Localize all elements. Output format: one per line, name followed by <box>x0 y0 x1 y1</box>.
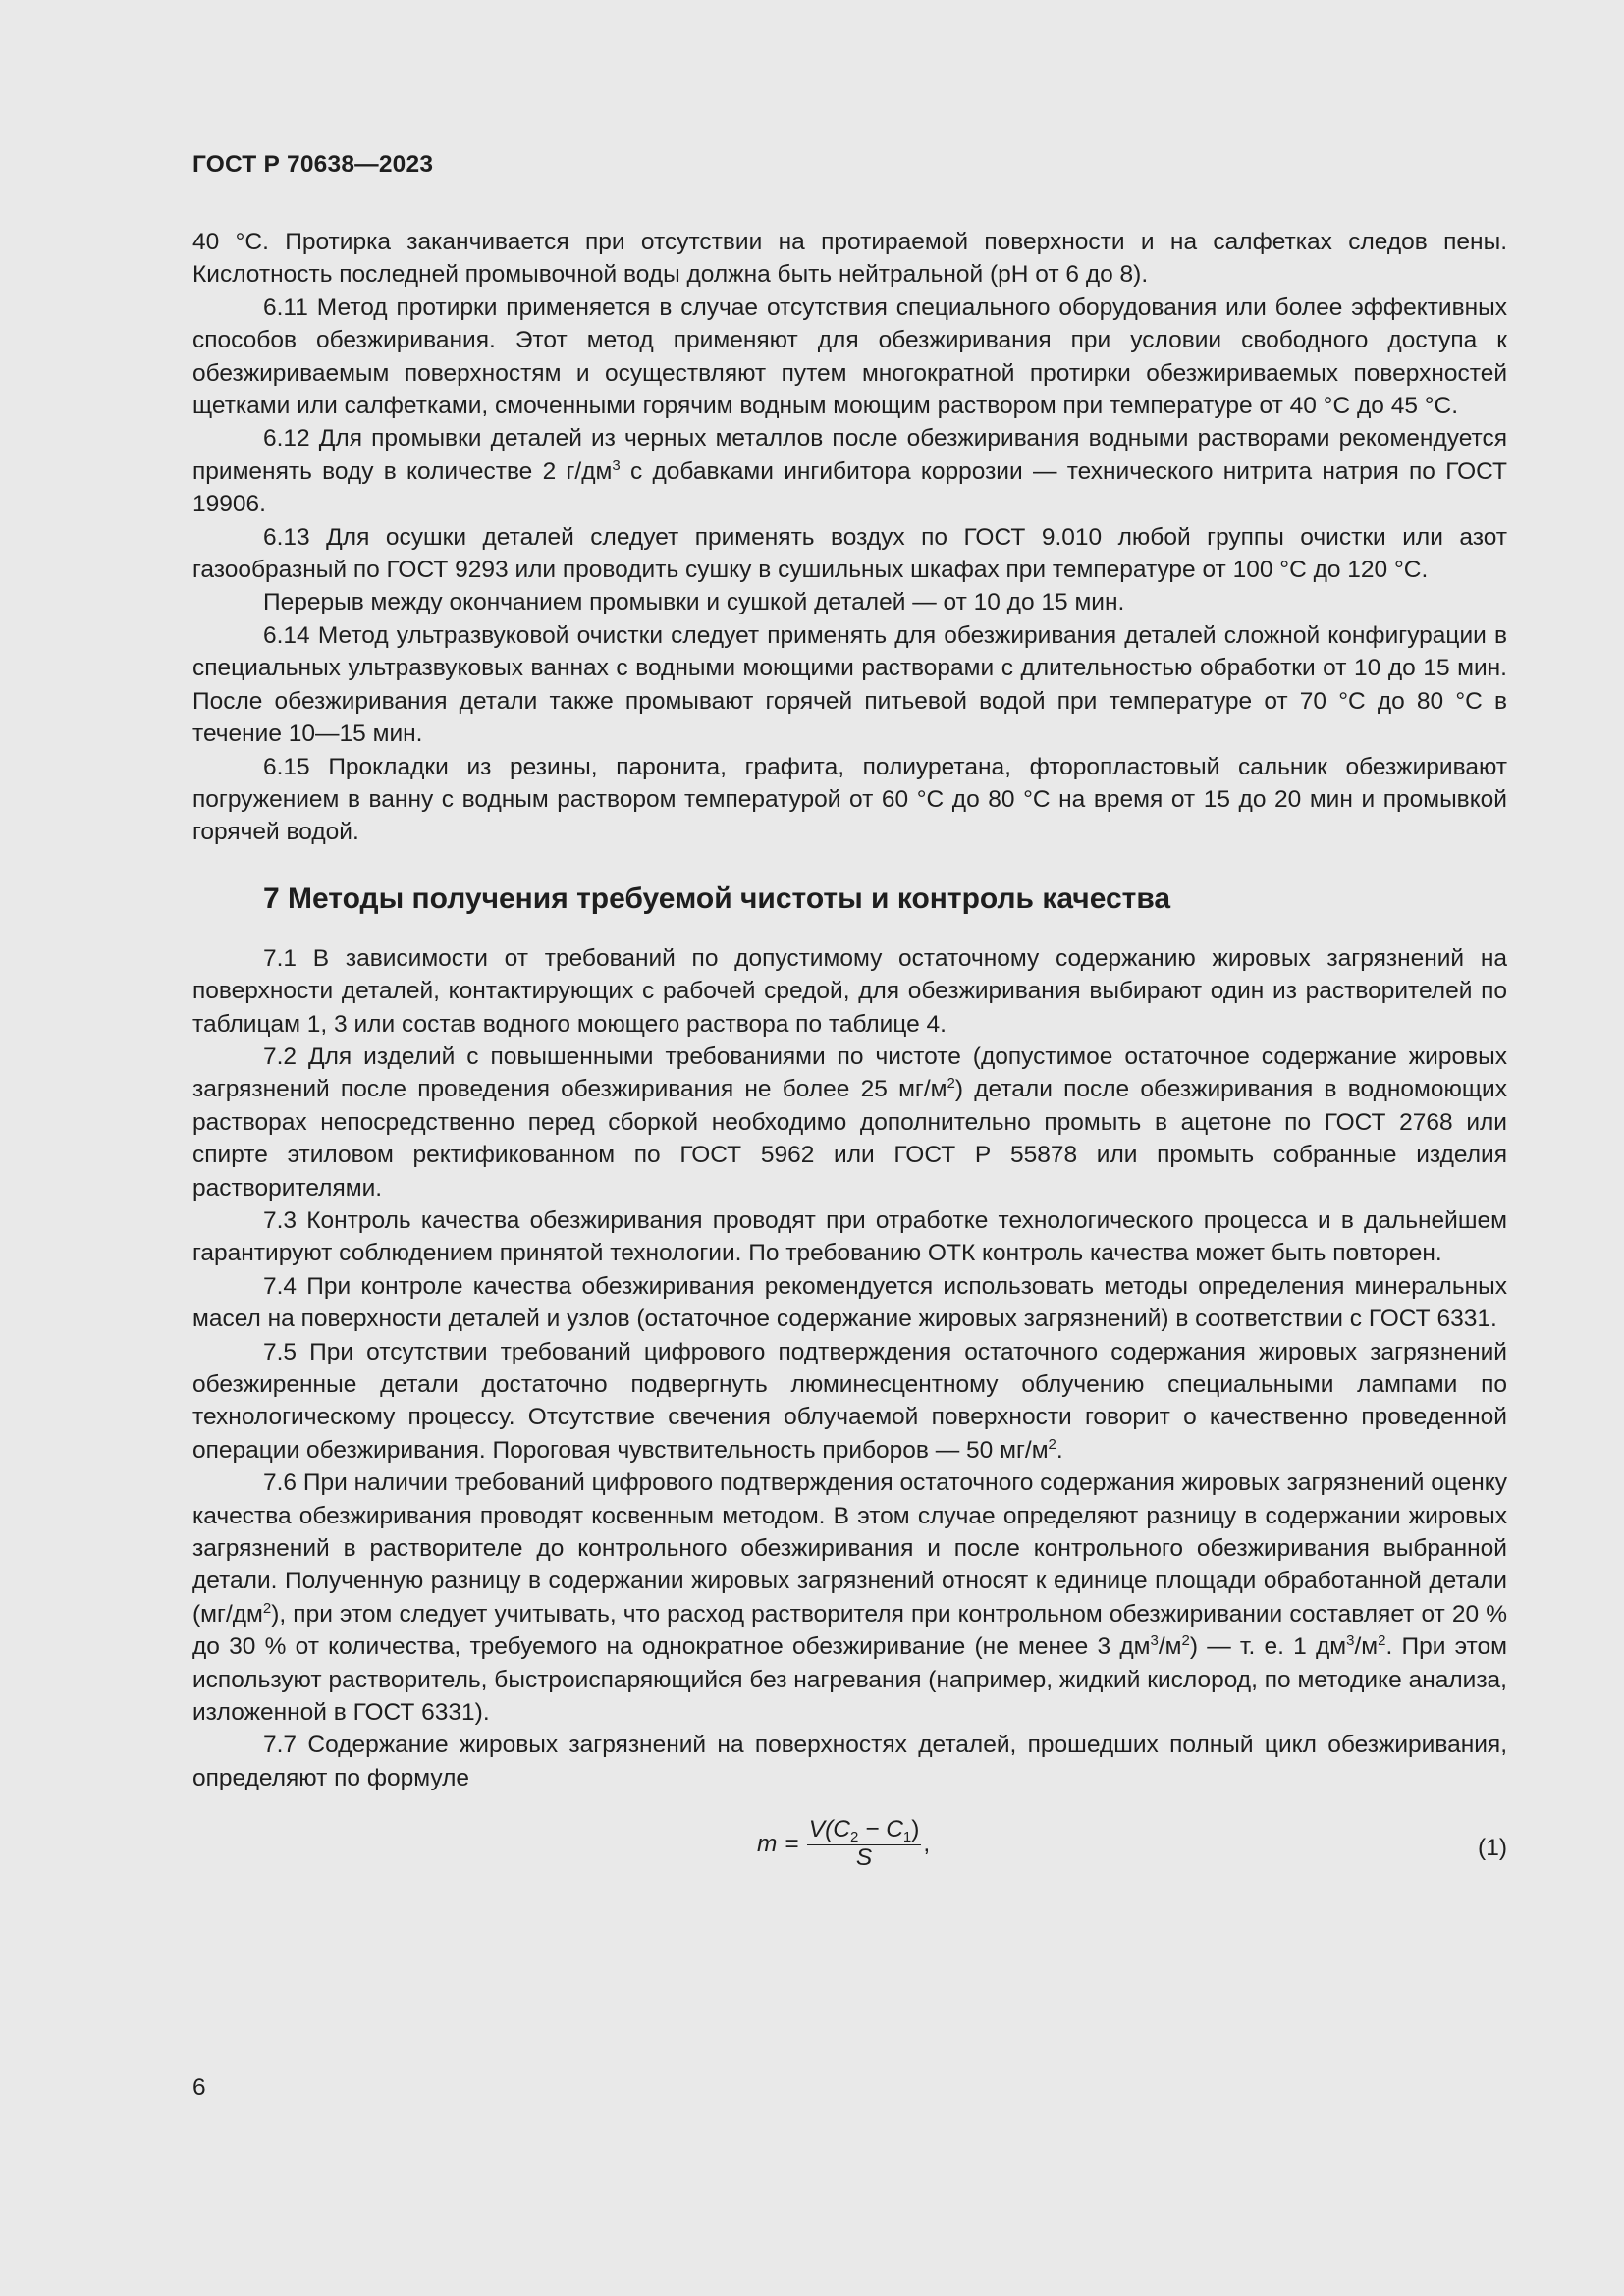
paragraph-6-12-text-b: с добавками ингибитора коррозии — технического нитрита натрия по ГОСТ 19906. <box>192 457 1507 518</box>
paragraph-7-5-text-b: . <box>1056 1436 1063 1464</box>
paragraph-7-6-text-b: ), при этом следует учитывать, что расход растворителя при контрольном обезжиривании составляет от 20 % до 30 % от количества, требуемого на однократное обезжиривание (не менее 3 дм <box>192 1600 1507 1661</box>
paragraph-7-3: 7.3 Контроль качества обезжиривания проводят при отработке технологического процесса и в дальнейшем гарантируют соблюдением принятой технологии. По требованию ОТК контроль качества может быть повторен. <box>192 1206 1507 1267</box>
paragraph-7-2 <box>192 1041 1507 1204</box>
paragraph-6-15: 6.15 Прокладки из резины, паронита, графита, полиуретана, фторопластовый сальник обезжиривают погружением в ванну с водным раствором температурой от 60 °C до 80 °C на время от 15 до 20 мин и промывкой горячей водой. <box>192 753 1507 846</box>
paragraph-6-13-break: Перерыв между окончанием промывки и сушкой деталей — от 10 до 15 мин. <box>263 589 1125 616</box>
paragraph-6-11: 6.11 Метод протирки применяется в случае отсутствия специального оборудования или более эффективных способов обезжиривания. Этот метод применяют для обезжиривания при условии свободного доступа к обезжириваемым поверхностям и осуществляют путем многократной протирки обезжириваемых поверхностей щетками или салфетками, смоченными горячим водным моющим раствором при температуре от 40 °C до 45 °C. <box>192 294 1507 420</box>
superscript: 2 <box>1181 1632 1190 1650</box>
superscript: 2 <box>947 1075 955 1093</box>
formula-num-close: ) <box>911 1816 920 1843</box>
paragraph-7-6-text-d: ) — т. е. 1 дм <box>1189 1633 1347 1661</box>
formula-sub-1: 1 <box>902 1829 912 1846</box>
paragraph-7-7: 7.7 Содержание жировых загрязнений на поверхностях деталей, прошедших полный цикл обезжиривания, определяют по формуле <box>192 1732 1507 1791</box>
paragraph-6-12 <box>192 422 1507 520</box>
section-7-heading: 7 Методы получения требуемой чистоты и контроль качества <box>263 881 1171 915</box>
document-body <box>192 226 1507 1877</box>
superscript: 3 <box>1346 1632 1355 1650</box>
formula <box>757 1816 930 1871</box>
formula-num-v: V(C <box>808 1816 850 1843</box>
paragraph-6-12-text-a: 6.12 Для промывки деталей из черных металлов после обезжиривания водными растворами рекомендуется применять воду в количестве 2 г/дм <box>192 425 1507 485</box>
formula-denominator: S <box>855 1844 873 1872</box>
formula-equals: = <box>785 1830 799 1857</box>
formula-number: (1) <box>1478 1835 1507 1862</box>
formula-fraction <box>807 1816 922 1871</box>
paragraph-7-6 <box>192 1467 1507 1729</box>
paragraph-7-2-text-a: 7.2 Для изделий с повышенными требованиями по чистоте (допустимое остаточное содержание жировых загрязнений после проведения обезжиривания не более 25 мг/м <box>192 1042 1507 1103</box>
paragraph-7-6-text-c: /м <box>1158 1633 1182 1661</box>
superscript: 2 <box>262 1599 272 1617</box>
paragraph-7-5-text-a: 7.5 При отсутствии требований цифрового подтверждения остаточного содержания жировых загрязнений обезжиренные детали достаточно подвергнуть люминесцентному облучению специальными лампами по технологическому процессу. Отсутствие свечения облучаемой поверхности говорит о качественно проведенной операции обезжиривания. Пороговая чувствительность приборов — 50 мг/м <box>192 1338 1507 1464</box>
paragraph-7-4: 7.4 При контроле качества обезжиривания рекомендуется использовать методы определения минеральных масел на поверхности деталей и узлов (остаточное содержание жировых загрязнений) в соответствии с ГОСТ 6331. <box>192 1272 1507 1333</box>
paragraph-6-14: 6.14 Метод ультразвуковой очистки следует применять для обезжиривания деталей сложной конфигурации в специальных ультразвуковых ваннах с водными моющими растворами с длительностью обработки от 10 до 15 мин. После обезжиривания детали также промывают горячей питьевой водой при температуре от 70 °C до 80 °C в течение 10—15 мин. <box>192 621 1507 748</box>
paragraph-7-5 <box>192 1336 1507 1468</box>
paragraph-7-6-text-e: /м <box>1354 1633 1379 1661</box>
paragraph-7-6-text-a: 7.6 При наличии требований цифрового подтверждения остаточного содержания жировых загрязнений оценку качества обезжиривания проводят косвенным методом. В этом случае определяют разницу в содержании жировых загрязнений в растворителе до контрольного обезжиривания и после контрольного обезжиривания выбранной детали. Полученную разницу в содержании жировых загрязнений относят к единице площади обработанной детали (мг/дм <box>192 1469 1507 1628</box>
paragraph-7-2-text-b: ) детали после обезжиривания в водномоющих растворах непосредственно перед сборкой необходимо дополнительно промыть в ацетоне по ГОСТ 2768 или спирте этиловом ректификованном по ГОСТ 5962 или ГОСТ Р 55878 или промыть собранные изделия растворителями. <box>192 1076 1507 1201</box>
paragraph-6-13: 6.13 Для осушки деталей следует применять воздух по ГОСТ 9.010 любой группы очистки или азот газообразный по ГОСТ 9293 или проводить сушку в сушильных шкафах при температуре от 100 °C до 120 °C. <box>192 523 1507 584</box>
formula-sub-2: 2 <box>849 1829 859 1846</box>
document-header: ГОСТ Р 70638—2023 <box>192 151 434 178</box>
formula-comma: , <box>923 1830 931 1857</box>
superscript: 2 <box>1378 1632 1386 1650</box>
formula-row <box>192 1816 1507 1877</box>
page-number: 6 <box>192 2074 206 2101</box>
paragraph-continuation: 40 °C. Протирка заканчивается при отсутствии на протираемой поверхности и на салфетках следов пены. Кислотность последней промывочной воды должна быть нейтральной (pH от 6 до 8). <box>192 229 1507 289</box>
formula-lhs: m <box>757 1830 778 1857</box>
formula-numerator <box>807 1816 922 1845</box>
superscript: 3 <box>612 456 621 474</box>
paragraph-7-6-text-f: . При этом используют растворитель, быстроиспаряющийся без нагревания (например, жидкий кислород, по методике анализа, изложенной в ГОСТ 6331). <box>192 1633 1507 1727</box>
paragraph-7-1: 7.1 В зависимости от требований по допустимому остаточному содержанию жировых загрязнений на поверхности деталей, контактирующих с рабочей средой, для обезжиривания выбирают один из растворителей по таблицам 1, 3 или состав водного моющего раствора по таблице 4. <box>192 944 1507 1038</box>
superscript: 3 <box>1150 1632 1159 1650</box>
superscript: 2 <box>1048 1435 1056 1453</box>
formula-num-minus: − C <box>858 1816 903 1843</box>
